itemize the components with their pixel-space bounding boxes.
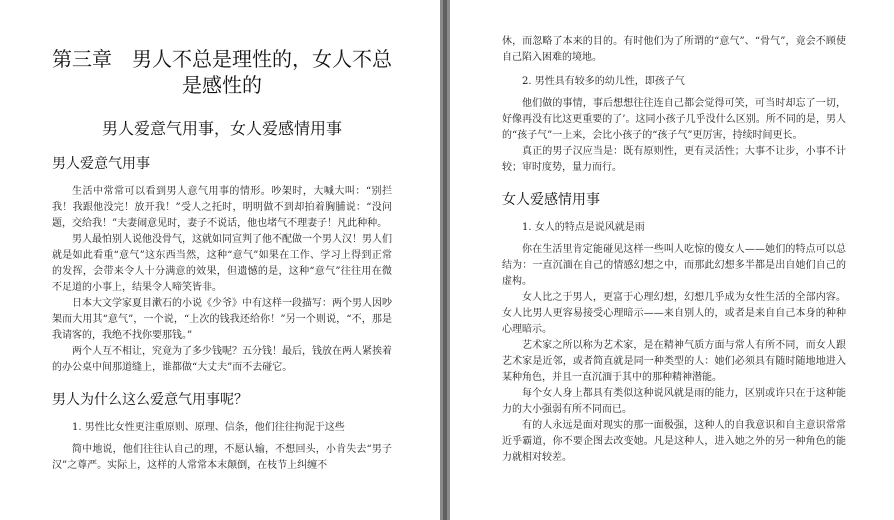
paragraph: 你在生活里肯定能碰见这样一些叫人吃惊的傻女人——她们的特点可以总结为：一直沉湎在自己的情感幻想之中，而那此幻想多半都是出自她们自己的虚构。 [502,244,846,287]
paragraph: 他们做的事情，事后想想往往连自己都会觉得可笑，可当时却忘了一切，好像再没有比这更重要的了’。这同小孩子几乎没什么区别。所不同的是，男人的“孩子气”一上来，会比小孩子的“孩子气”更厉害，持续时间更长。 [502,98,846,141]
heading-men-impulsive: 男人爱意气用事 [52,156,150,172]
paragraph: 两个人互不相让，究竟为了多少钱呢？五分钱！最后，钱放在两人紧挨着的办公桌中间那道缝上，谁都做“大丈夫”而不去碰它。 [52,346,392,373]
paragraph: 有的人永远是面对现实的那一面极强，这种人的自我意识和自主意识常常近乎霸道，你不要企图去改变她。凡是这种人，进入她之外的另一种角色的能力就相对较差。 [502,420,846,463]
heading-women-emotional: 女人爱感情用事 [502,192,600,208]
paragraph: 女人比之于男人，更富于心理幻想，幻想几乎成为女性生活的全部内容。女人比男人更容易接受心理暗示——来自别人的，或者是来自自己本身的种种心理暗示。 [502,292,846,335]
page-gutter [440,0,450,520]
right-page [450,0,894,520]
paragraph: 日本大文学家夏目漱石的小说《少爷》中有这样一段描写：两个男人因吵架而大用其“意气”，一个说，“上次的钱我还给你！”另一个则说，“不，那是我请客的，我绝不找你要那钱。” [52,298,392,341]
heading-why-men: 男人为什么这么爱意气用事呢？ [52,392,248,408]
paragraph: 生活中常常可以看到男人意气用事的情形。吵架时，大喊大叫：“别拦我！我跟他没完！放开我！”受人之托时，明明做不到却拍着胸脯说：“没问题，交给我！”夫妻闹意见时，妻子不说话，他也堵气不理妻子！凡此种种。 [52,186,392,229]
section-title: 男人爱意气用事，女人爱感情用事 [101,119,342,138]
numbered-item: 1. 女人的特点是说风就是雨 [522,222,645,233]
numbered-item: 1. 男性比女性更注重原则、原理、信条，他们往往拘泥于这些 [72,422,345,433]
paragraph: 真正的男子汉应当是：既有原则性，更有灵活性；大事不让步，小事不计较；审时度势，量力而行。 [502,146,846,173]
numbered-item: 2. 男性具有较多的幼儿性，即孩子气 [522,76,685,87]
paragraph: 休，而忽略了本来的目的。有时他们为了所谓的“意气”、“骨气”，竟会不顾使自己陷入困难的境地。 [502,36,846,63]
paragraph: 艺术家之所以称为艺术家，是在精神气质方面与常人有所不同，而女人跟艺术家是近邻，或者简直就是同一种类型的人：她们必须具有随时随地地进入某种角色，并且一直沉湎于其中的那种精神潜能。 [502,340,846,383]
left-page [0,0,440,520]
paragraph: 简中地说，他们往往认自己的理，不愿认输，不想回头，小肯失去“男子汉”之尊严。实际上，这样的人常常本末颠倒，在枝节上纠缠不 [52,444,392,471]
chapter-title: 第三章 男人不总是理性的，女人不总是感性的 [52,47,392,97]
paragraph: 每个女人身上都具有类似这种说风就是雨的能力，区别或许只在于这种能力的大小强弱有所不同而已。 [502,388,846,415]
paragraph: 男人最怕别人说他没骨气，这就如同宣判了他不配做一个男人汉！男人们就是如此看重“意气”这东西当然，这种“意气”如果在工作、学习上得到正常的发挥，会带来令人十分满意的效果，但遗憾的是，这种“意气”往往用在微不足道的小事上，结果令人啼笑皆非。 [52,234,392,293]
